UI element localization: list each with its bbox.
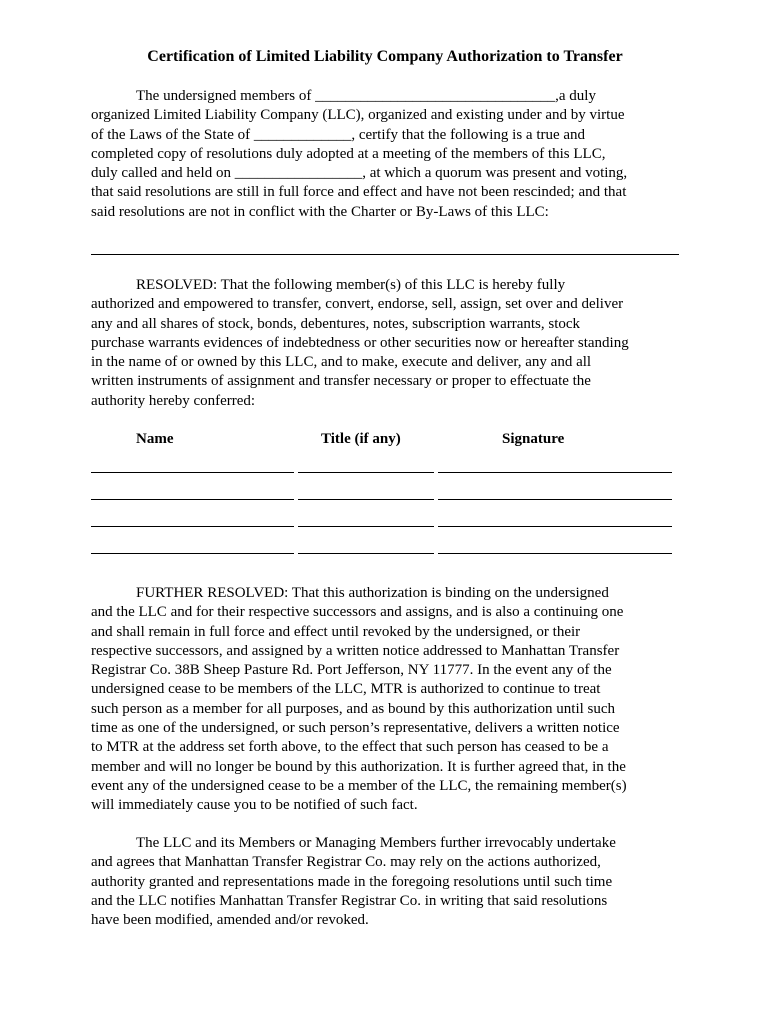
- signature-column-header: Signature: [502, 431, 565, 447]
- signature-row: [0, 499, 770, 500]
- closing-line: and the LLC notifies Manhattan Transfer Registrar Co. in writing that said resolutions: [91, 892, 608, 909]
- closing-line: and agrees that Manhattan Transfer Registrar Co. may rely on the actions authorized,: [91, 854, 601, 871]
- name-blank[interactable]: [91, 553, 294, 554]
- signature-row: [0, 472, 770, 473]
- title-blank[interactable]: [298, 472, 434, 473]
- title-blank[interactable]: [298, 499, 434, 500]
- intro-line: said resolutions are not in conflict with the Charter or By-Laws of this LLC:: [91, 203, 549, 220]
- further-line: event any of the undersigned cease to be a member of the LLC, the remaining member(s): [91, 777, 627, 794]
- closing-paragraph: [91, 834, 691, 930]
- resolved-line: written instruments of assignment and transfer necessary or proper to effectuate the: [91, 373, 591, 390]
- further-line: time as one of the undersigned, or such person’s representative, delivers a written notice: [91, 720, 620, 737]
- document-title: Certification of Limited Liability Company Authorization to Transfer: [147, 48, 623, 65]
- resolved-line: any and all shares of stock, bonds, debentures, notes, subscription warrants, stock: [91, 315, 581, 332]
- resolved-line: RESOLVED: That the following member(s) of this LLC is hereby fully: [136, 277, 566, 293]
- closing-line: authority granted and representations made in the foregoing resolutions until such time: [91, 873, 613, 890]
- title-blank[interactable]: [298, 526, 434, 527]
- further-line: and the LLC and for their respective successors and assigns, and is also a continuing one: [91, 604, 624, 621]
- further-line: such person as a member for all purposes, and as bound by this authorization until such: [91, 700, 616, 717]
- further-line: will immediately cause you to be notified of such fact.: [91, 797, 418, 814]
- name-blank[interactable]: [91, 472, 294, 473]
- further-line: Registrar Co. 38B Sheep Pasture Rd. Port Jefferson, NY 11777. In the event any of the: [91, 662, 612, 679]
- intro-line: The undersigned members of ________________________________,a duly: [136, 88, 596, 104]
- signature-row: [0, 526, 770, 527]
- divider-line: [91, 254, 679, 255]
- signature-row: [0, 553, 770, 554]
- resolved-line: authorized and empowered to transfer, convert, endorse, sell, assign, set over and deliver: [91, 296, 624, 313]
- further-line: FURTHER RESOLVED: That this authorization is binding on the undersigned: [136, 585, 609, 601]
- intro-line: organized Limited Liability Company (LLC), organized and existing under and by virtue: [91, 107, 625, 124]
- name-column-header: Name: [136, 431, 174, 447]
- intro-line: duly called and held on _________________, at which a quorum was present and voting,: [91, 165, 628, 182]
- name-blank[interactable]: [91, 526, 294, 527]
- further-line: to MTR at the address set forth above, to the effect that such person has ceased to be a: [91, 739, 609, 756]
- further-line: respective successors, and assigned by a written notice addressed to Manhattan Transfer: [91, 642, 620, 659]
- signature-blank[interactable]: [438, 472, 672, 473]
- intro-line: completed copy of resolutions duly adopted at a meeting of the members of this LLC,: [91, 145, 606, 162]
- further-line: member and will no longer be bound by this authorization. It is further agreed that, in the: [91, 758, 626, 775]
- intro-line: that said resolutions are still in full force and effect and have not been rescinded; and that: [91, 184, 627, 201]
- closing-line: The LLC and its Members or Managing Members further irrevocably undertake: [136, 835, 616, 851]
- further-resolved-paragraph: [91, 584, 691, 816]
- resolved-paragraph: [91, 276, 691, 411]
- intro-line: of the Laws of the State of _____________, certify that the following is a true and: [91, 126, 586, 143]
- resolved-line: purchase warrants evidences of indebtedness or other securities now or hereafter standing: [91, 334, 629, 351]
- signature-blank[interactable]: [438, 526, 672, 527]
- resolved-line: in the name of or owned by this LLC, and to make, execute and deliver, any and all: [91, 354, 592, 371]
- title-blank[interactable]: [298, 553, 434, 554]
- signature-blank[interactable]: [438, 499, 672, 500]
- further-line: undersigned cease to be members of the LLC, MTR is authorized to continue to treat: [91, 681, 601, 698]
- closing-line: have been modified, amended and/or revoked.: [91, 912, 369, 929]
- name-blank[interactable]: [91, 499, 294, 500]
- intro-paragraph: [91, 87, 691, 222]
- further-line: and shall remain in full force and effect until revoked by the undersigned, or their: [91, 623, 581, 640]
- title-column-header: Title (if any): [321, 431, 401, 447]
- resolved-line: authority hereby conferred:: [91, 392, 256, 409]
- signature-blank[interactable]: [438, 553, 672, 554]
